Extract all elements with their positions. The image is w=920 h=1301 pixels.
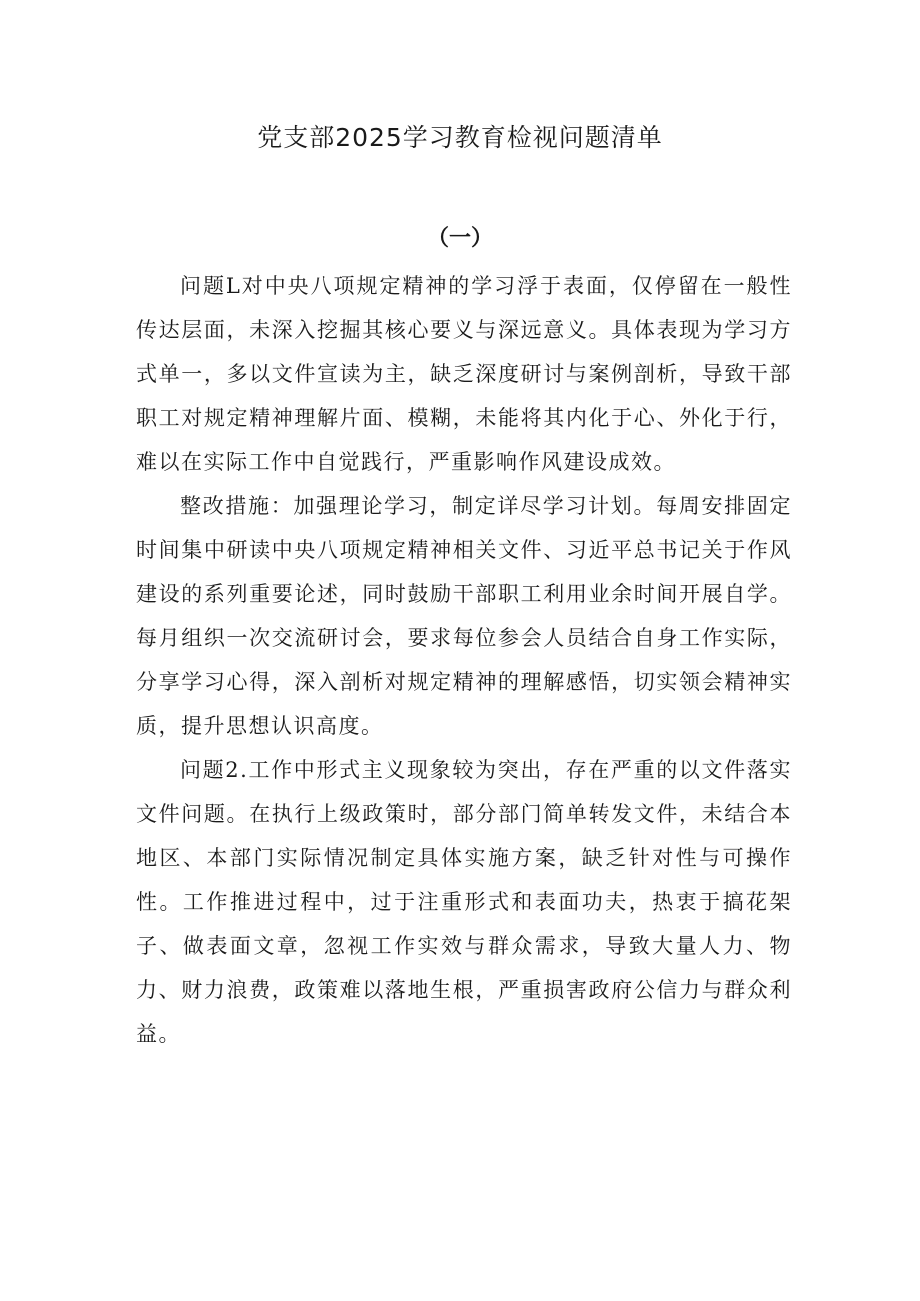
- rectification-measures-paragraph: 整改措施：加强理论学习，制定详尽学习计划。每周安排固定时间集中研读中央八项规定精神相关文件、习近平总书记关于作风建设的系列重要论述，同时鼓励干部职工利用业余时间开展自学。每月组织一次交流研讨会，要求每位参会人员结合自身工作实际，分享学习心得，深入剖析对规定精神的理解感悟，切实领会精神实质，提升思想认识高度。: [136, 494, 792, 738]
- problem-1-paragraph: 问题L对中央八项规定精神的学习浮于表面，仅停留在一般性传达层面，未深入挖掘其核心要义与深远意义。具体表现为学习方式单一，多以文件宣读为主，缺乏深度研讨与案例剖析，导致干部职工对规定精神理解片面、模糊，未能将其内化于心、外化于行，难以在实际工作中自觉践行，严重影响作风建设成效。: [136, 274, 792, 474]
- section-heading: （一）: [426, 226, 493, 251]
- document-body: [136, 264, 792, 1056]
- problem-2-paragraph: 问题2.工作中形式主义现象较为突出，存在严重的以文件落实文件问题。在执行上级政策时，部分部门简单转发文件，未结合本地区、本部门实际情况制定具体实施方案，缺乏针对性与可操作性。工作推进过程中，过于注重形式和表面功夫，热衷于搞花架子、做表面文章，忽视工作实效与群众需求，导致大量人力、物力、财力浪费，政策难以落地生根，严重损害政府公信力与群众利益。: [136, 758, 792, 1046]
- document-title: 党支部2025学习教育检视问题清单: [257, 123, 663, 152]
